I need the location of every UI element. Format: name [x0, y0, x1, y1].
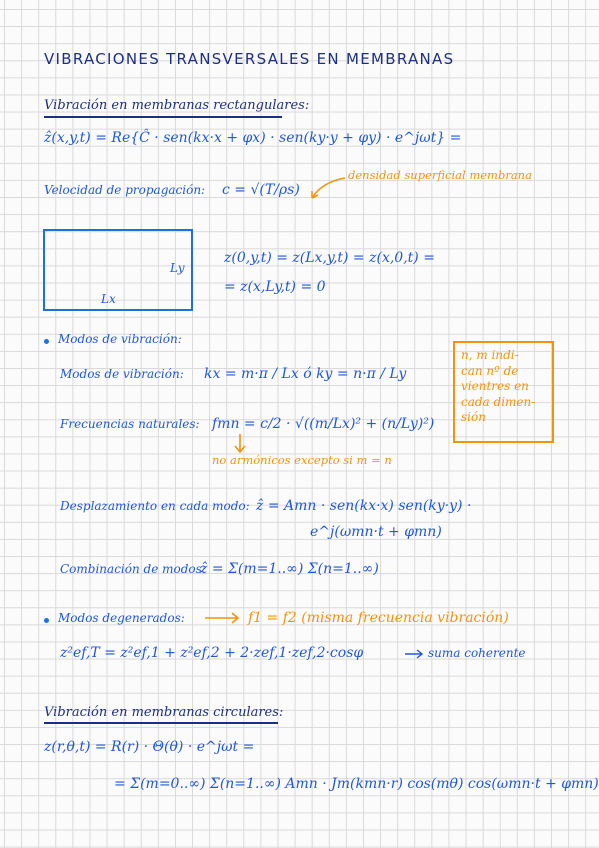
section-heading-rectangular: Vibración en membranas rectangulares: — [44, 98, 310, 113]
modes-equation: kx = m·π / Lx ó ky = n·π / Ly — [204, 366, 407, 382]
modes-heading: Modos de vibración: — [58, 332, 182, 346]
boundary-condition-line1: z(0,y,t) = z(Lx,y,t) = z(x,0,t) = — [224, 250, 435, 266]
density-note: densidad superficial membrana — [348, 168, 532, 182]
note-box-text: n, m indi- can nº de vientres en cada dimen- sión — [461, 348, 536, 425]
disp-label: Desplazamiento en cada modo: — [60, 499, 250, 513]
comb-equation: ẑ = Σ(m=1..∞) Σ(n=1..∞) — [200, 561, 379, 577]
degen-label: Modos degenerados: — [58, 611, 185, 625]
disp-equation-exp: e^j(ωmn·t + φmn) — [310, 524, 442, 540]
modes-label: Modos de vibración: — [60, 367, 184, 381]
boundary-condition-line2: = z(x,Ly,t) = 0 — [224, 279, 326, 295]
freq-note: no armónicos excepto si m = n — [212, 453, 392, 467]
rect-main-equation: ẑ(x,y,t) = Re{Ĉ · sen(kx·x + φx) · sen(ky·y + φy) · e^jωt} = — [44, 130, 462, 146]
ly-label: Ly — [170, 261, 185, 275]
comb-label: Combinación de modos: — [60, 562, 206, 576]
freq-equation: fmn = c/2 · √((m/Lx)² + (n/Ly)²) — [212, 416, 435, 432]
circ-equation-2: = Σ(m=0..∞) Σ(n=1..∞) Amn · Jm(kmn·r) cos(mθ) cos(ωmn·t + φmn) — [114, 776, 599, 792]
degen-sum-equation: z²ef,T = z²ef,1 + z²ef,2 + 2·zef,1·zef,2·cosφ — [60, 645, 364, 661]
disp-equation: ẑ = Amn · sen(kx·x) sen(ky·y) · — [256, 498, 472, 514]
freq-label: Frecuencias naturales: — [60, 417, 200, 431]
lx-label: Lx — [101, 292, 116, 306]
section-heading-circular: Vibración en membranas circulares: — [44, 705, 284, 720]
velocity-label: Velocidad de propagación: — [44, 183, 206, 197]
circ-equation-1: z(r,θ,t) = R(r) · Θ(θ) · e^jωt = — [44, 739, 255, 755]
degen-sum-note: suma coherente — [428, 646, 526, 660]
velocity-equation: c = √(T/ρs) — [222, 182, 300, 198]
degen-equation: f1 = f2 (misma frecuencia vibración) — [248, 610, 509, 626]
page-title: VIBRACIONES TRANSVERSALES EN MEMBRANAS — [44, 50, 455, 68]
